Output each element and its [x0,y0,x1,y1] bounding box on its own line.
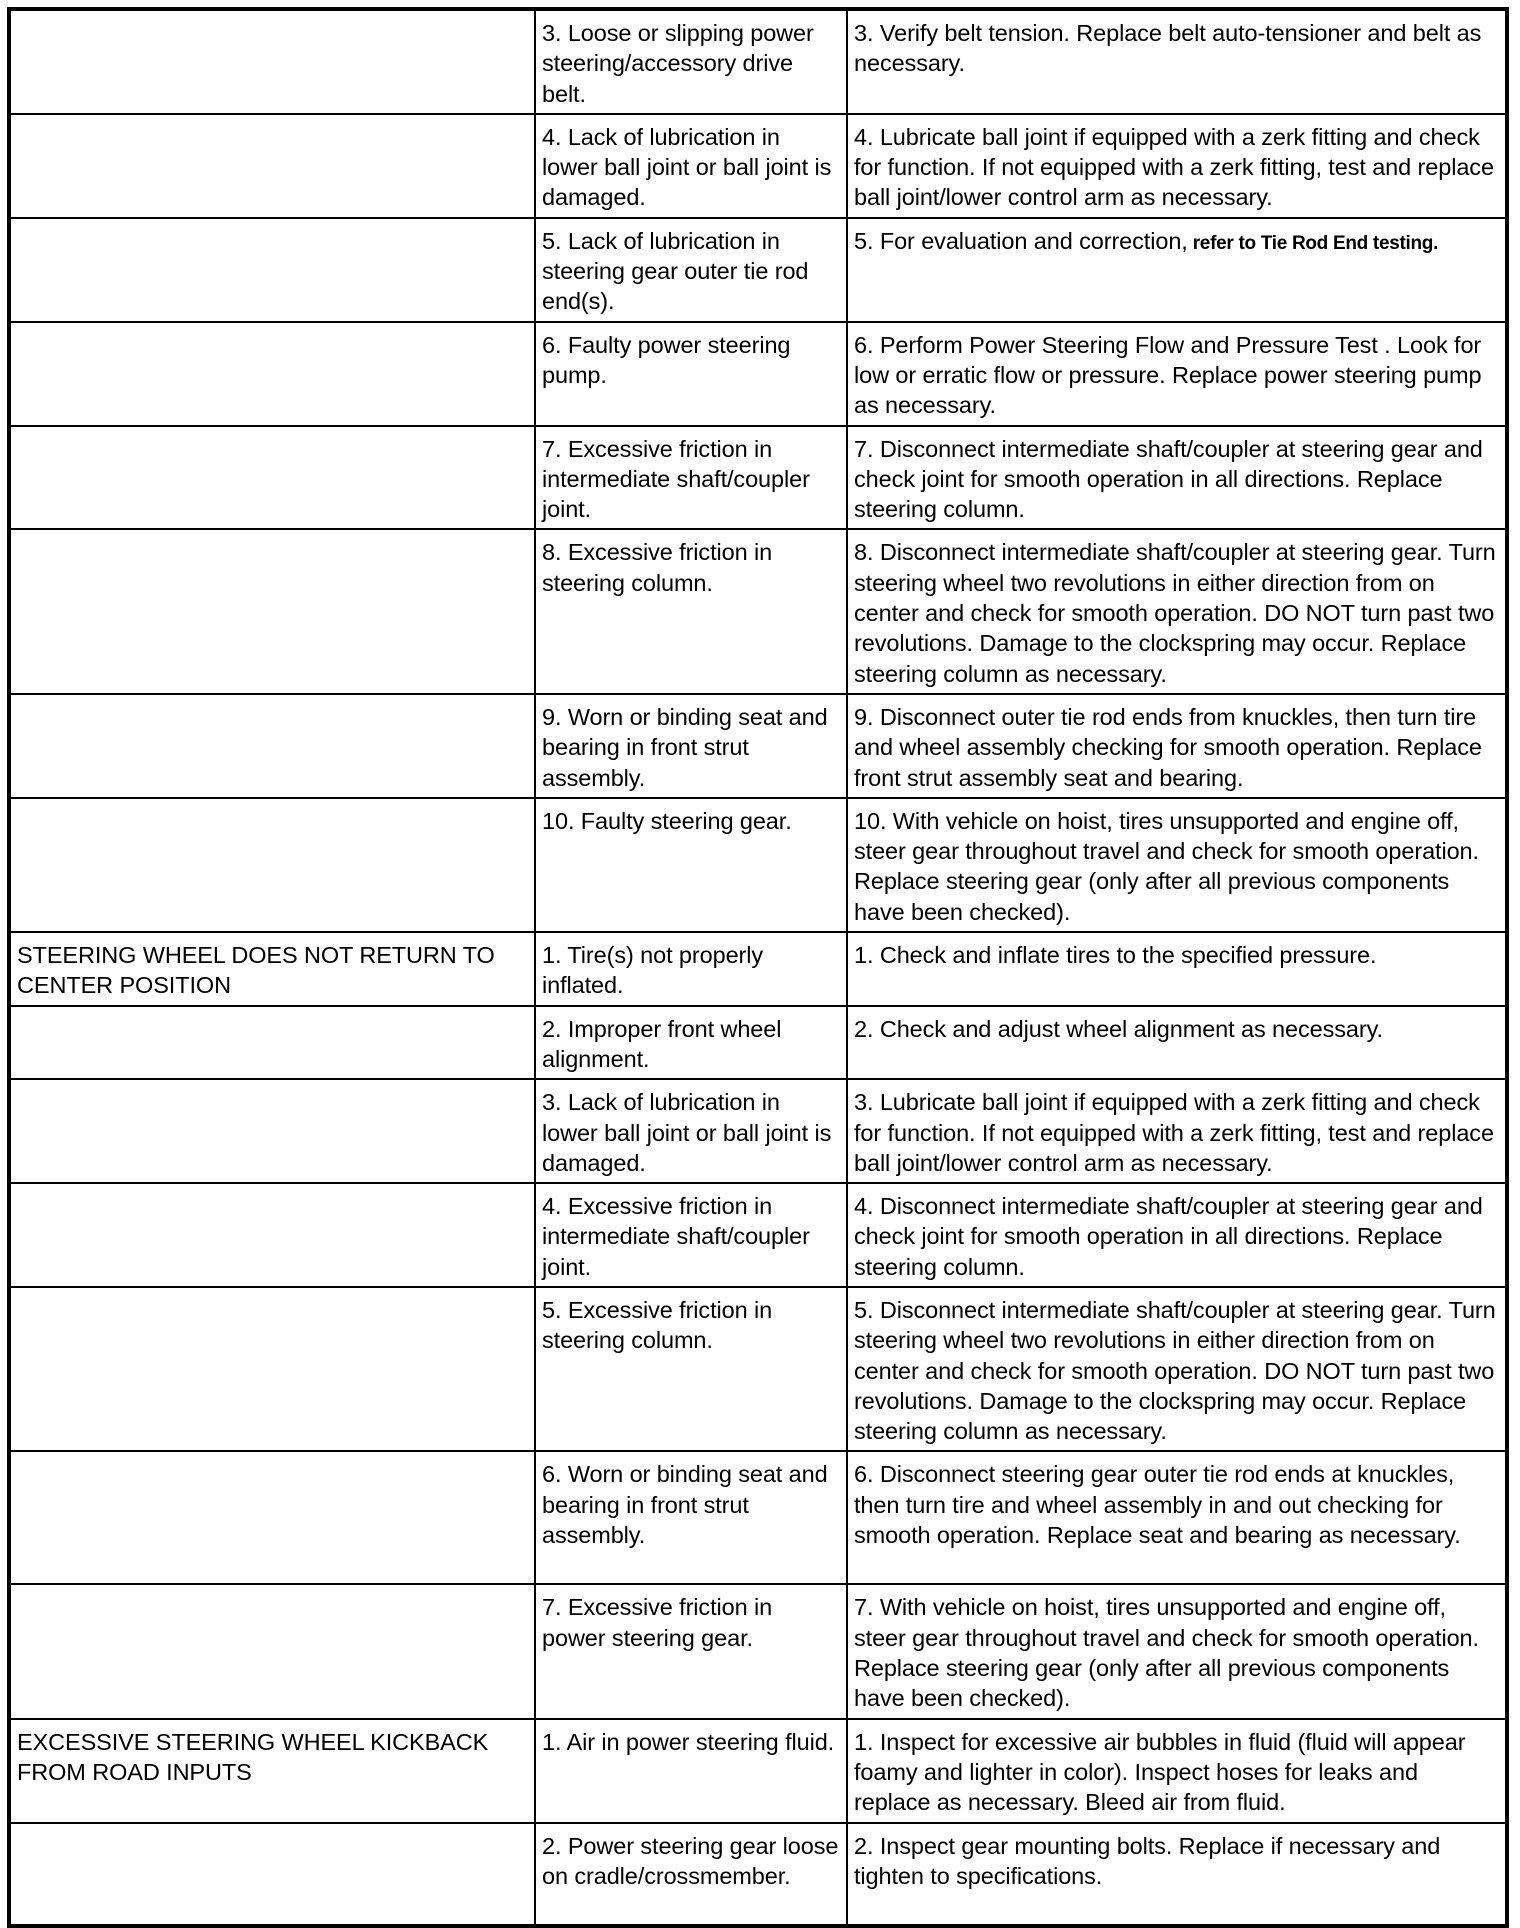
table-row [9,694,1507,798]
condition-cell [9,798,535,932]
table-row [9,114,1507,218]
cause-cell: 7. Excessive friction in power steering gear. [535,1584,847,1718]
condition-cell: EXCESSIVE STEERING WHEEL KICKBACK FROM ROAD INPUTS [9,1719,535,1823]
cause-cell: 5. Excessive friction in steering column. [535,1287,847,1451]
table-row [9,1183,1507,1287]
cause-cell: 1. Air in power steering fluid. [535,1719,847,1823]
correction-cell: 6. Disconnect steering gear outer tie rod ends at knuckles, then turn tire and wheel assembly in and out checking for smooth operation. Replace seat and bearing as necessary. [847,1451,1507,1584]
correction-cell: 9. Disconnect outer tie rod ends from knuckles, then turn tire and wheel assembly checking for smooth operation. Replace front strut assembly seat and bearing. [847,694,1507,798]
cause-cell: 1. Tire(s) not properly inflated. [535,932,847,1006]
cause-cell: 7. Excessive friction in intermediate shaft/coupler joint. [535,426,847,530]
table-row [9,426,1507,530]
table-row [9,1823,1507,1926]
correction-text: 5. For evaluation and correction, [854,227,1188,254]
condition-cell [9,426,535,530]
correction-cell: 6. Perform Power Steering Flow and Pressure Test . Look for low or erratic flow or pressure. Replace power steering pump as necessary. [847,322,1507,426]
cause-cell: 10. Faulty steering gear. [535,798,847,932]
condition-cell [9,9,535,114]
cause-cell: 5. Lack of lubrication in steering gear outer tie rod end(s). [535,218,847,322]
table-row [9,1287,1507,1451]
correction-cell: 1. Check and inflate tires to the specified pressure. [847,932,1507,1006]
cause-cell: 3. Lack of lubrication in lower ball joint or ball joint is damaged. [535,1079,847,1183]
table-row [9,932,1507,1006]
condition-cell [9,1823,535,1926]
condition-cell [9,1451,535,1584]
table-row [9,218,1507,322]
cause-cell: 2. Power steering gear loose on cradle/crossmember. [535,1823,847,1926]
correction-cell: 3. Verify belt tension. Replace belt auto-tensioner and belt as necessary. [847,9,1507,114]
table-row [9,322,1507,426]
table-row [9,1719,1507,1823]
correction-cell: 10. With vehicle on hoist, tires unsupported and engine off, steer gear throughout travel and check for smooth operation. Replace steering gear (only after all previous components have been checked). [847,798,1507,932]
table-row [9,9,1507,114]
cause-cell: 4. Excessive friction in intermediate shaft/coupler joint. [535,1183,847,1287]
condition-cell: STEERING WHEEL DOES NOT RETURN TO CENTER POSITION [9,932,535,1006]
condition-cell [9,322,535,426]
diagnosis-table [7,7,1509,1928]
condition-cell [9,1006,535,1080]
condition-cell [9,1287,535,1451]
tie-rod-end-reference: refer to Tie Rod End testing. [1187,232,1439,254]
correction-cell: 2. Check and adjust wheel alignment as necessary. [847,1006,1507,1080]
table-row [9,1079,1507,1183]
condition-cell [9,1079,535,1183]
correction-cell: 7. With vehicle on hoist, tires unsupported and engine off, steer gear throughout travel and check for smooth operation. Replace steering gear (only after all previous components have been checked). [847,1584,1507,1718]
table-row [9,798,1507,932]
correction-cell: 5. Disconnect intermediate shaft/coupler at steering gear. Turn steering wheel two revolutions in either direction from on center and check for smooth operation. DO NOT turn past two revolutions. Damage to the clockspring may occur. Replace steering column as necessary. [847,1287,1507,1451]
correction-cell: 4. Disconnect intermediate shaft/coupler at steering gear and check joint for smooth operation in all directions. Replace steering column. [847,1183,1507,1287]
condition-cell [9,114,535,218]
table-row [9,1451,1507,1584]
table-row [9,1584,1507,1718]
cause-cell: 6. Worn or binding seat and bearing in front strut assembly. [535,1451,847,1584]
condition-cell [9,529,535,693]
correction-cell [847,218,1507,322]
correction-cell: 7. Disconnect intermediate shaft/coupler at steering gear and check joint for smooth operation in all directions. Replace steering column. [847,426,1507,530]
cause-cell: 2. Improper front wheel alignment. [535,1006,847,1080]
condition-cell [9,218,535,322]
correction-cell: 4. Lubricate ball joint if equipped with a zerk fitting and check for function. If not equipped with a zerk fitting, test and replace ball joint/lower control arm as necessary. [847,114,1507,218]
table-row [9,529,1507,693]
correction-cell: 8. Disconnect intermediate shaft/coupler at steering gear. Turn steering wheel two revolutions in either direction from on center and check for smooth operation. DO NOT turn past two revolutions. Damage to the clockspring may occur. Replace steering column as necessary. [847,529,1507,693]
condition-cell [9,1183,535,1287]
cause-cell: 4. Lack of lubrication in lower ball joint or ball joint is damaged. [535,114,847,218]
condition-cell [9,694,535,798]
correction-cell: 1. Inspect for excessive air bubbles in fluid (fluid will appear foamy and lighter in color). Inspect hoses for leaks and replace as necessary. Bleed air from fluid. [847,1719,1507,1823]
table-row [9,1006,1507,1080]
cause-cell: 6. Faulty power steering pump. [535,322,847,426]
condition-cell [9,1584,535,1718]
cause-cell: 9. Worn or binding seat and bearing in front strut assembly. [535,694,847,798]
cause-cell: 8. Excessive friction in steering column. [535,529,847,693]
cause-cell: 3. Loose or slipping power steering/accessory drive belt. [535,9,847,114]
correction-cell: 3. Lubricate ball joint if equipped with a zerk fitting and check for function. If not equipped with a zerk fitting, test and replace ball joint/lower control arm as necessary. [847,1079,1507,1183]
correction-cell: 2. Inspect gear mounting bolts. Replace if necessary and tighten to specifications. [847,1823,1507,1926]
